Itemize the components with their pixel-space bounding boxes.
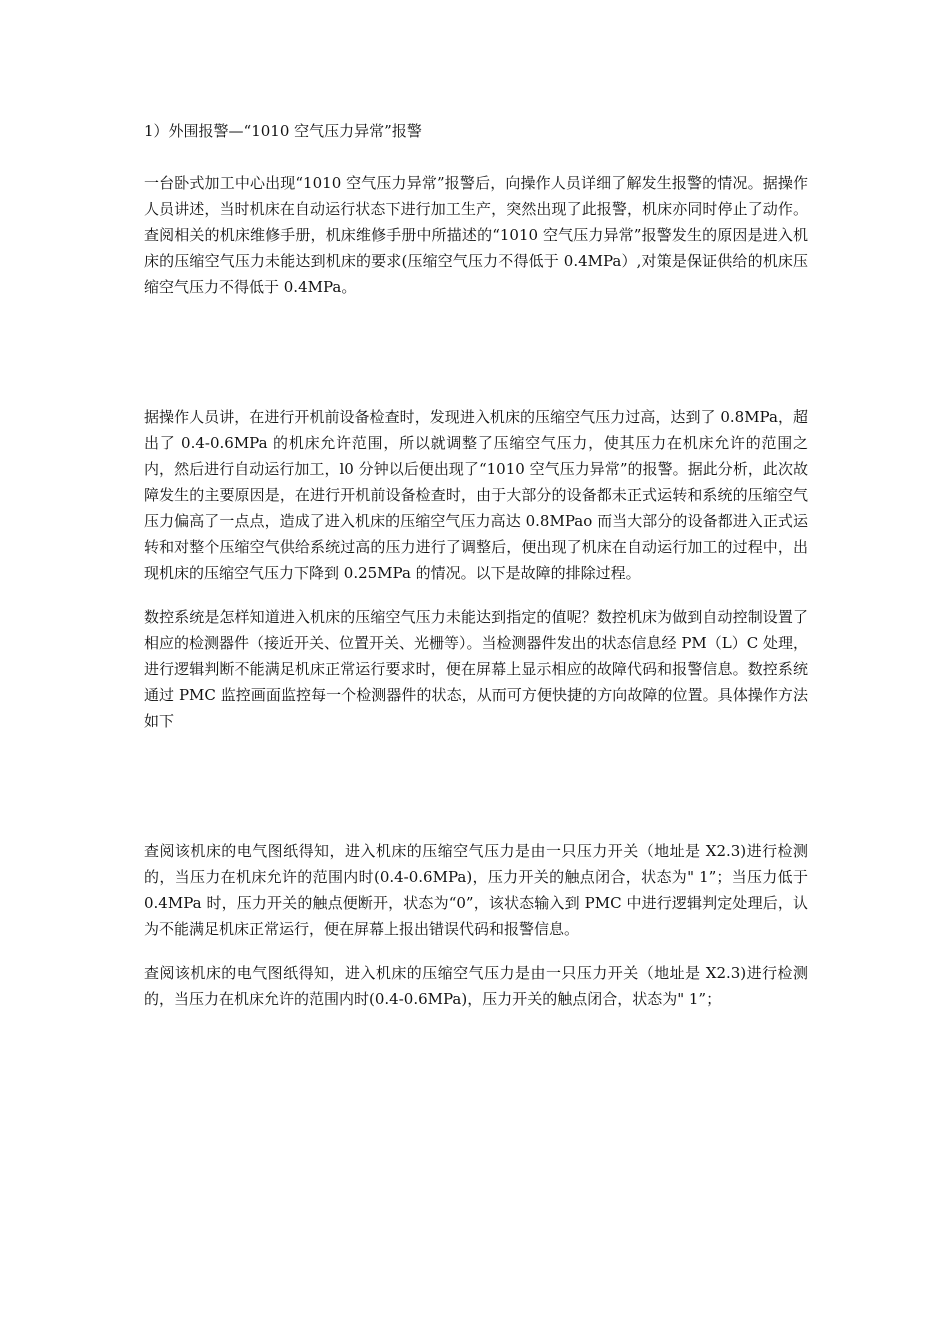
paragraph-pressure-switch-repeat: 查阅该机床的电气图纸得知，进入机床的压缩空气压力是由一只压力开关（地址是 X2.3)进行检测的，当压力在机床允许的范围内时(0.4-0.6MPa)，压力开关的触点闭合，状态为" 1”； [144,964,808,1008]
document-page [144,118,808,1012]
paragraph-detection-principle: 数控系统是怎样知道进入机床的压缩空气压力未能达到指定的值呢？数控机床为做到自动控制设置了相应的检测器件（接近开关、位置开关、光栅等）。当检测器件发出的状态信息经 PM（L）C 处理，进行逻辑判断不能满足机床正常运行要求时，便在屏幕上显示相应的故障代码和报警信息。数控系统通过 PMC 监控画面监控每一个检测器件的状态，从而可方便快捷的方向故障的位置。具体操作方法如下 [144,608,808,730]
paragraph-alarm-description: 一台卧式加工中心出现“1010 空气压力异常”报警后，向操作人员详细了解发生报警的情况。据操作人员讲述，当时机床在自动运行状态下进行加工生产，突然出现了此报警，机床亦同时停止了动作。查阅相关的机床维修手册，机床维修手册中所描述的“1010 空气压力异常”报警发生的原因是进入机床的压缩空气压力未能达到机床的要求(压缩空气压力不得低于 0.4MPa）,对策是保证供给的机床压缩空气压力不得低于 0.4MPa。 [144,174,808,296]
paragraph-pressure-switch: 查阅该机床的电气图纸得知，进入机床的压缩空气压力是由一只压力开关（地址是 X2.3)进行检测的，当压力在机床允许的范围内时(0.4-0.6MPa)，压力开关的触点闭合，状态为" 1”；当压力低于 0.4MPa 时，压力开关的触点便断开，状态为“0”，该状态输入到 PMC 中进行逻辑判定处理后，认为不能满足机床正常运行，便在屏幕上报出错误代码和报警信息。 [144,842,808,938]
section-heading: 1）外围报警—“1010 空气压力异常”报警 [144,122,422,140]
paragraph-fault-analysis: 据操作人员讲，在进行开机前设备检查时，发现进入机床的压缩空气压力过高，达到了 0.8MPa，超出了 0.4-0.6MPa 的机床允许范围，所以就调整了压缩空气压力，使其压力在机床允许的范围之内，然后进行自动运行加工，l0 分钟以后便出现了“1010 空气压力异常”的报警。据此分析，此次故障发生的主要原因是，在进行开机前设备检查时，由于大部分的设备都未正式运转和系统的压缩空气压力偏高了一点点，造成了进入机床的压缩空气压力高达 0.8MPao 而当大部分的设备都进入正式运转和对整个压缩空气供给系统过高的压力进行了调整后，便出现了机床在自动运行加工的过程中，出现机床的压缩空气压力下降到 0.25MPa 的情况。以下是故障的排除过程。 [144,408,808,582]
